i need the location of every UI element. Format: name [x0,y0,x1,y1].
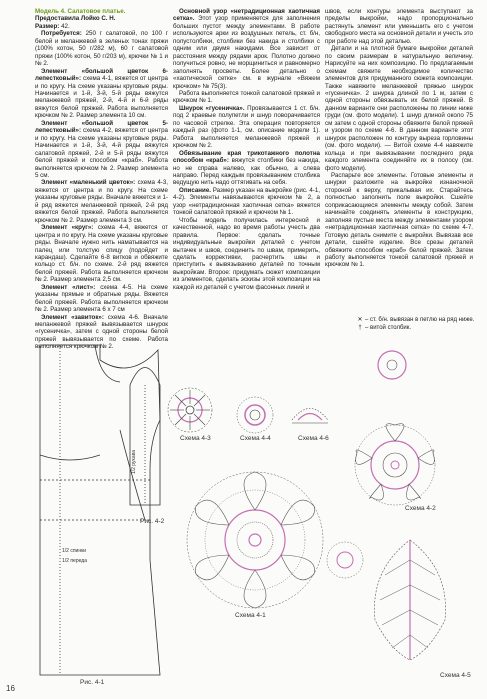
scheme-4-1-small-motif [327,542,363,578]
pattern-part-label: 1/2 спинки [62,548,87,554]
scheme-4-6-diagram [292,409,328,424]
pattern-part-label: 1/2 рукава [131,450,137,475]
stitch-symbol-icon: ✕ [357,317,363,323]
scheme-label: Схема 4-3 [180,435,211,442]
scheme-4-5-diagram [374,540,445,660]
legend-item: † – витой столбик. [355,325,474,333]
pattern-part-label: 1/2 переда [62,558,87,564]
element-paragraph: Элемент «круг»: схема 4-4, вяжется от центра и по кругу. На схеме указаны круговые ряды. Вначале нужно нить наматывается на палец или толстую спицу (подойдет и карандаш). Сделайте 6-8 витков и обвяжите кольцо ст. б/н. по схеме. 2-й ряд вяжется белой пряжей. Работа выполняется крючком № 2. Размер элемента 2,5 см. [35,224,168,284]
pattern-paragraph: Основной узор «нетрадиционная хаотичная сетка». Этот узор применяется для заполнения больших пустот между элементами. В работе используются арки из воздушных петель, ст. б/н, полустолбики, столбики без накида и столбики с одним или двумя накидами. Все зависит от расстояния между рядами арок. Полотно должно получиться ровно, не морщиниться и равномерно заполнять просветы. Более детально о «хаотической сетке» см. в журнале «Вяжем крючком» № 75(3). [173,8,320,90]
pattern-paragraph: Чтобы модель получилась интересной и качественной, надо во время работы учесть два правила. Первое: сделать точные индивидуальные выкройки деталей с учетом вытачек и швов, соединить по швам, примерить, сделать коррективки, расчертить швы и приступить к вывязыванию деталей по точным выкройкам. Второе: придумать сюжет композиции из элементов, сделать эскизы этой композиции на каждой из деталей с учетом фасонных линий и [173,216,320,291]
scheme-label: Схема 4-4 [240,435,271,442]
assembly-paragraph: Детали и на плотной бумаге выкройки деталей по своим размерам в натуральную величину. Нарисуйте на них композицию. По предлагаемым схемам свяжите необходимое количество элементов для придуманного сюжета композиции. Также навяжите меланжевой пряжью шнурок «гусеничка». 2 шнурка длиной по 1 м, затем с одной стороны обвязывать их белой пряжей. В данном варианте они расположены по линии ниже груди (см. фото модели). 1 шнур длиной около 75 см затем с одной стороны обвяжите белой пряжей и узором по схеме 4-6. В данном варианте этот шнурок расположен по контуру выреза горловины (см. фото модели). — Витой схеме 4-4 навяжите кольца и при вывязывании последнего ряда каждого элемента соединяйте их в полосу (см. фото модели). [325,45,473,172]
pattern-paragraph: Описание. Размер указан на выкройке (рис. 4-1, 4-2). Элементы навязываются крючком № 2, а узор «нетрадиционная хаотичная сетка» вяжется тонкой салатовой пряжей и крючком № 1. [173,186,320,217]
model-title: Модель 4. Салатовое платье. [35,8,126,15]
element-paragraph: Элемент «большой цветок 5-лепестковый»: схема 4-2, вяжется от центра и по кругу. На схеме указаны круговые ряды. Начинается и 1-й, 3-й, 4-й ряды вяжутся салатовой пряжей, 2-й и 5-й ряды вяжутся белой пряжей и способом «краб». Работа выполняется крючком № 2. Размер элемента 5 см. [35,119,168,179]
scheme-4-4-diagram [237,397,273,433]
pattern-paragraph: Обвязывание края трикотажного полотна способом «краб»: вяжутся столбики без накида, но не справа налево, как обычно, а слева направо. Перед каждым провязыванием столбика ведущую нить надо оттягивать на себя. [173,149,320,187]
assembly-paragraph: Распарьте все элементы. Готовые элементы и шнурки разложите на выкройке изнаночной стороной к верху, прикалывая их. Старайтесь полностью заполнить поле выкройки. Сшейте соприкасающиеся элементы между собой. Затем начинайте соединять элементы в конструкцию, заполняя пустые места между элементами узором «нетрадиционная хаотичная сетка» по схеме 4-7. Готовую деталь снимите с выкройки. Вывязав все детали, сшейте изделие. Все срезы деталей обвяжите способом «краб» белой пряжей. Затем работу выполняется тонкой салатовой пряжей и крючком № 1. [325,171,473,269]
pattern-paragraph: Шнурок «гусеничка». Провязывается 1 ст. б/н. под 2 краевые полупетли и шнур поворачивается по часовой стрелке. Эта операция повторяется каждый раз (фото 1-1, см. описание модели 1). Работа выполняется меланжевой пряжей и крючком № 2. [173,104,320,150]
scheme-4-2-diagram [355,424,435,505]
pattern-paragraph: Работа выполняется тонкой салатовой пряжей и крючком № 1. [173,89,320,105]
dress-pattern-figure [40,345,160,675]
scheme-label: Схема 4-5 [440,672,471,679]
figure-label: Рис. 4-2 [140,518,165,525]
element-paragraph: Элемент «лист»: схема 4-5. На схеме указаны прямые и обратные ряды. Вяжется белой пряжей. Работа выполняется крючком № 2. Размер элемента 6 х 7 см [35,283,168,314]
size-line: Размер: 42. [35,22,70,30]
model-author: Предоставила Лойко С. Н. [35,15,116,23]
twisted-stitch-icon: † [358,324,362,331]
element-paragraph: Элемент «большой цветок 6-лепестковый»: схема 4-1, вяжется от центра и по кругу. На схеме указаны круговые ряды. Начинается и 1-й, 3-й, 5-й ряды вяжутся меланжевой пряжей, 2-й, 4-й и 6-й ряды вяжутся белой пряжей. Работа выполняется крючком № 2. Размер элемента 10 см. [35,67,168,120]
materials-paragraph: Потребуется: 250 г салатовой, по 100 г белой и меланжевой в зеленых тонах пряжи (100% котон, 50 г/282 м), 60 г салатовой пряжи (100% котон, 50 г/203 м), крючки № 1 и № 2. [35,30,168,68]
legend-item: ✕ – ст. б/н. вывязан в петлю на ряд ниже. [355,317,474,325]
scheme-label: Схема 4-6 [298,435,329,442]
pink-flower-motif [378,351,406,379]
page-number: 16 [6,684,15,693]
element-paragraph: Элемент «маленький цветок»: схема 4-3, вяжется от центра и по кругу. На схеме указаны круговые ряды. Вначале вяжется и 1-й ряд вяжется меланжевой пряжей, 2-й ряд вяжется белой пряжей. Работа выполняется крючком № 2. Размер элемента 3 см. [35,179,168,224]
figure-label: Рис. 4-1 [80,679,105,686]
scheme-4-3-diagram [168,388,212,432]
scheme-label: Схема 4-2 [405,505,436,512]
assembly-paragraph: швов, если контуры элемента выступают за пределы выкройки, надо пропорционально растянуть элемент или уменьшить его с учетом свободного места на основной детали и учесть это при работе над этой деталью. [325,8,473,45]
scheme-label: Схема 4-1 [235,612,266,619]
element-paragraph: Элемент «завиток»: схема 4-6. Вначале меланжевой пряжей вывязывается шнурок «гусеничка», затем с одной стороны белой пряжей вывязывается по схеме. Работа выполняется крючком № 2. [35,313,168,351]
scheme-4-1-diagram [187,472,323,608]
